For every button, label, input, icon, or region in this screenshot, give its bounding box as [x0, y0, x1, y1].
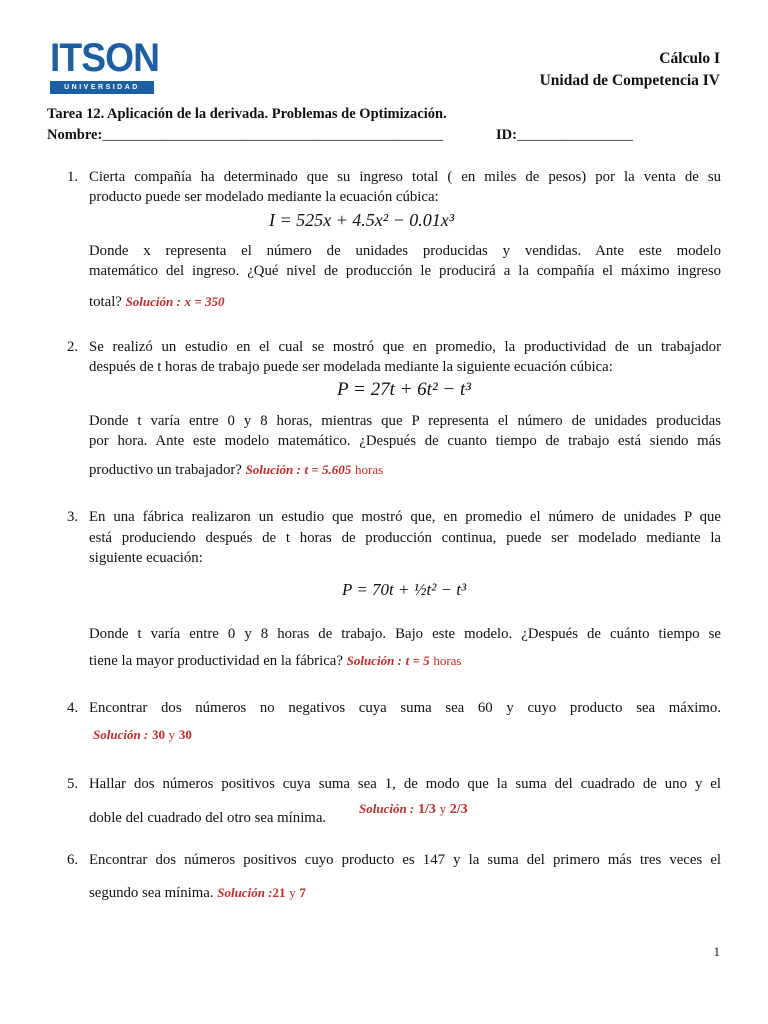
- problem-text: Encontrar dos números positivos cuyo producto es 147 y la suma del primero más tres veces el: [89, 852, 721, 868]
- problem-text: Donde t varía entre 0 y 8 horas de trabajo. Bajo este modelo. ¿Después de cuánto tiempo se: [89, 626, 721, 642]
- equation: P = 27t + 6t² − t³: [337, 379, 471, 400]
- id-row: [496, 127, 633, 144]
- solution-line: [89, 653, 461, 670]
- solution-label: Solución :: [93, 727, 149, 742]
- logo-wordmark: ITSON: [50, 36, 160, 80]
- problem-text: tiene la mayor productividad en la fábrica?: [89, 653, 343, 669]
- solution-value: 21: [272, 885, 286, 900]
- problem-text: Donde x representa el número de unidades producidas y vendidas. Ante este modelo: [89, 243, 721, 259]
- solution-value-2: 7: [299, 885, 306, 900]
- problem-text: total?: [89, 294, 122, 310]
- solution-line: [89, 294, 224, 311]
- solution-line: [359, 801, 468, 818]
- problem-text: Encontrar dos números no negativos cuya suma sea 60 y cuyo producto sea máximo.: [89, 700, 721, 716]
- problem-number: 6.: [67, 852, 79, 868]
- solution-label: Solución :: [125, 294, 181, 309]
- name-label: Nombre:: [47, 127, 103, 143]
- solution-unit: horas: [433, 653, 462, 668]
- page-number: 1: [713, 944, 720, 959]
- problem-text: En una fábrica realizaron un estudio que mostró que, en promedio el número de unidades P que: [89, 509, 721, 525]
- problem-number: 5.: [67, 776, 79, 792]
- solution-and: y: [439, 801, 447, 816]
- id-blank: ________________: [516, 127, 633, 143]
- name-blank: _______________________________________________: [102, 127, 444, 143]
- solution-and: y: [289, 885, 296, 900]
- solution-value: 1/3: [417, 802, 436, 817]
- problem-text: matemático del ingreso. ¿Qué nivel de producción le producirá a la compañía el máximo ingreso: [89, 263, 721, 279]
- problem-text: segundo sea mínima.: [89, 885, 214, 901]
- itson-logo: [50, 36, 160, 96]
- problem-text: después de t horas de trabajo puede ser modelada mediante la siguiente ecuación cúbica:: [89, 359, 613, 375]
- solution-and: y: [168, 727, 176, 742]
- problem-text: por hora. Ante este modelo matemático. ¿Después de cuanto tiempo de trabajo está siendo más: [89, 433, 721, 449]
- problem-text: doble del cuadrado del otro sea mínima.: [89, 810, 327, 826]
- problem-text: Se realizó un estudio en el cual se mostró que en promedio, la productividad de un trabajador: [89, 339, 721, 355]
- solution-value: t = 5.605: [304, 462, 352, 477]
- problem-text: Donde t varía entre 0 y 8 horas, mientras que P representa el número de unidades producidas: [89, 413, 721, 429]
- solution-label: Solución :: [346, 653, 402, 668]
- solution-value: t = 5: [405, 653, 430, 668]
- solution-value-2: 30: [178, 727, 192, 742]
- solution-value-2: 2/3: [449, 802, 468, 817]
- solution-line: [89, 885, 306, 902]
- logo-subtitle: UNIVERSIDAD: [50, 81, 154, 94]
- course-title: Cálculo I: [659, 50, 720, 67]
- unit-title: Unidad de Competencia IV: [539, 72, 720, 89]
- solution-label: Solución :: [359, 801, 415, 816]
- problem-number: 1.: [67, 169, 79, 185]
- problem-number: 4.: [67, 700, 79, 716]
- problem-text: está produciendo después de t horas de producción continua, puede ser modelado mediante la: [89, 530, 721, 546]
- problem-number: 3.: [67, 509, 79, 525]
- problem-text: producto puede ser modelado mediante la ecuación cúbica:: [89, 189, 439, 205]
- equation: I = 525x + 4.5x² − 0.01x³: [269, 210, 455, 230]
- solution-value: 30: [151, 727, 165, 742]
- solution-unit: horas: [355, 462, 384, 477]
- problem-text: Hallar dos números positivos cuya suma sea 1, de modo que la suma del cuadrado de uno y el: [89, 776, 721, 792]
- problem-number: 2.: [67, 339, 79, 355]
- problem-text: siguiente ecuación:: [89, 550, 203, 566]
- equation: P = 70t + ½t² − t³: [342, 580, 467, 599]
- problem-text: productivo un trabajador?: [89, 462, 242, 478]
- solution-line: [93, 727, 192, 744]
- solution-line: [89, 462, 383, 479]
- solution-label: Solución :: [217, 885, 273, 900]
- problem-text: Cierta compañía ha determinado que su ingreso total ( en miles de pesos) por la venta de su: [89, 169, 721, 185]
- solution-value: x = 350: [184, 294, 225, 309]
- solution-label: Solución :: [245, 462, 301, 477]
- task-title: Tarea 12. Aplicación de la derivada. Problemas de Optimización.: [47, 106, 447, 122]
- id-label: ID:: [496, 127, 517, 143]
- name-row: [47, 127, 443, 144]
